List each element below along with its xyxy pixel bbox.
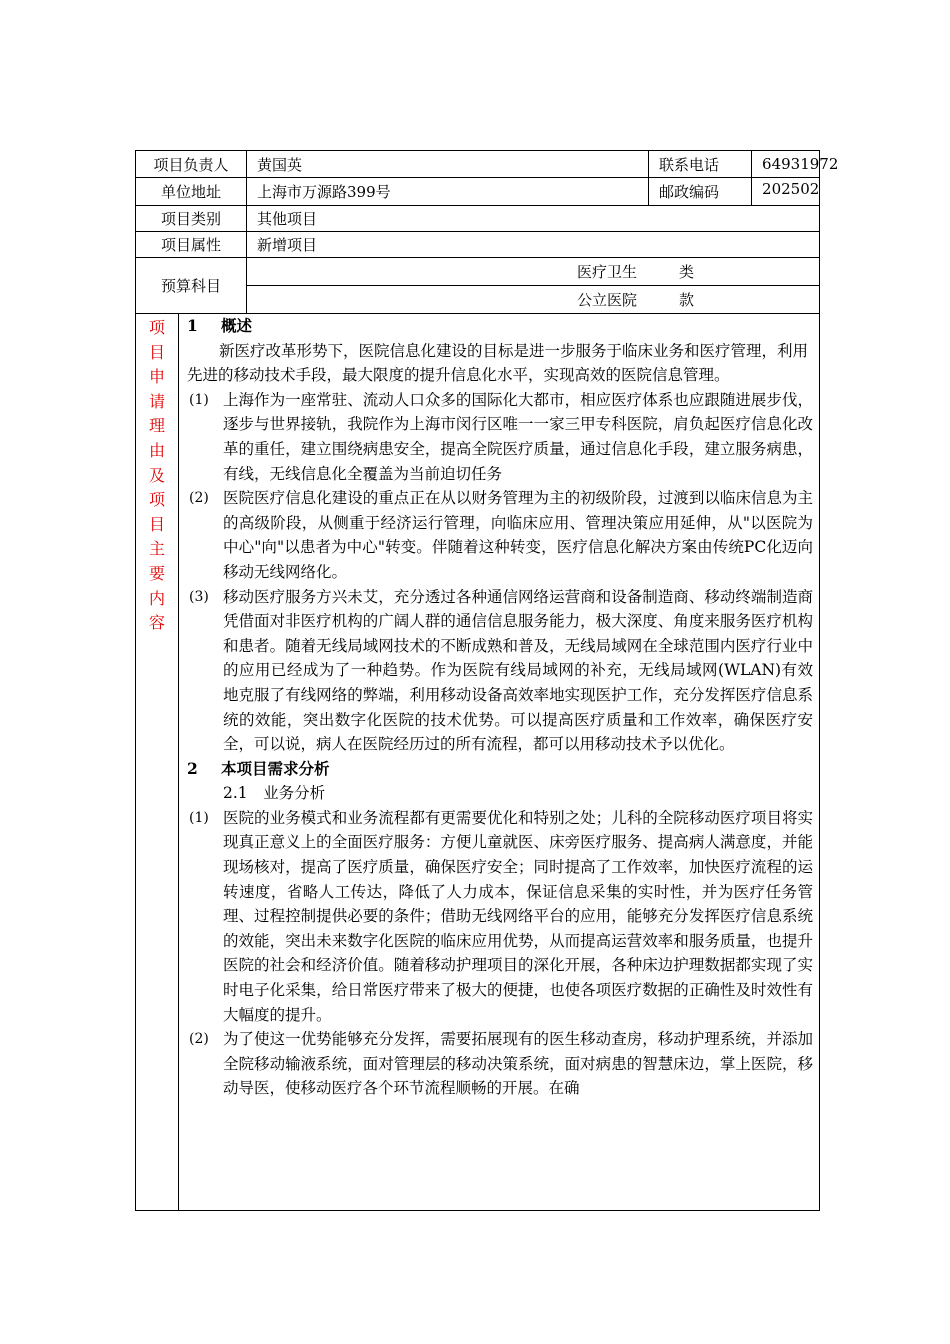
side-title-char: 请 <box>148 391 165 411</box>
list-item-number: (1) <box>189 391 209 408</box>
list-item-text: 移动医疗服务方兴未艾，充分透过各种通信网络运营商和设备制造商、移动终端制造商凭借面对非医疗机构的广阔人群的通信信息服务能力，极大深度、角度来服务医疗机构和患者。随着无线局域网技术的不断成熟和普及，无线局域网在全球范围内医疗行业中的应用已经成为了一种趋势。作为医院有线局域网的补充，无线局域网(WLAN)有效地克服了有线网络的弊端，利用移动设备高效率地实现医护工作，充分发挥医疗信息系统的效能，突出数字化医院的技术优势。可以提高医疗质量和工作效率，确保医疗安全，可以说，病人在医院经历过的所有流程，都可以用移动技术予以优化。 <box>223 587 814 754</box>
side-title-char: 项 <box>148 490 165 510</box>
side-title-char: 由 <box>148 440 165 460</box>
section-1-number: 1 <box>187 316 198 335</box>
row-attribute <box>136 232 820 258</box>
list-item <box>187 486 813 584</box>
list-item <box>187 388 813 486</box>
leader-value: 黄国英 <box>247 151 649 178</box>
phone-value: 64931972 <box>752 151 820 178</box>
address-value: 上海市万源路399号 <box>247 178 649 206</box>
content-body <box>179 314 819 1210</box>
application-form-table <box>135 150 839 1211</box>
side-title-cell <box>136 314 179 1211</box>
row-address <box>136 178 820 206</box>
side-title-char: 目 <box>148 514 165 534</box>
budget-label: 预算科目 <box>136 258 247 314</box>
address-label: 单位地址 <box>136 178 247 206</box>
category-label: 项目类别 <box>136 206 247 232</box>
side-title-char: 要 <box>148 563 165 583</box>
section-2-heading <box>187 757 813 782</box>
budget-line2-unit: 款 <box>679 291 695 309</box>
leader-label: 项目负责人 <box>136 151 247 178</box>
list-item-text: 医院医疗信息化建设的重点正在从以财务管理为主的初级阶段，过渡到以临床信息为主的高级阶段，从侧重于经济运行管理，向临床应用、管理决策应用延伸，从"以医院为中心"向"以患者为中心"转变。伴随着这种转变，医疗信息化解决方案由传统PC化迈向移动无线网络化。 <box>223 489 814 581</box>
budget-line-2 <box>247 286 820 314</box>
attribute-label: 项目属性 <box>136 232 247 258</box>
section-2-number: 2 <box>187 758 198 778</box>
side-title-char: 目 <box>148 342 165 362</box>
row-leader <box>136 151 820 178</box>
postcode-label: 邮政编码 <box>649 178 752 206</box>
row-budget-1 <box>136 258 820 286</box>
section-2-title: 本项目需求分析 <box>221 758 330 778</box>
list-item-number: (2) <box>189 490 209 507</box>
section-1-title: 概述 <box>221 316 253 335</box>
list-item-text: 医院的业务模式和业务流程都有更需要优化和特别之处；儿科的全院移动医疗项目将实现真正意义上的全面医疗服务：方便儿童就医、床旁医疗服务、提高病人满意度，并能现场核对，提高了医疗质量，确保医疗安全；同时提高了工作效率，加快医疗流程的运转速度，省略人工传达，降低了人力成本，保证信息采集的实时性，并为医疗任务管理、过程控制提供必要的条件；借助无线网络平台的应用，能够充分发挥医疗信息系统的效能，突出未来数字化医院的临床应用优势，从而提高运营效率和服务质量，也提升医院的社会和经济价值。随着移动护理项目的深化开展，各种床边护理数据都实现了实时电子化采集，给日常医疗带来了极大的便捷，也使各项医疗数据的正确性及时效性有大幅度的提升。 <box>223 808 814 1024</box>
side-title-char: 申 <box>148 367 165 387</box>
list-item <box>187 1027 813 1101</box>
budget-line2-name: 公立医院 <box>577 291 638 309</box>
side-title-char: 理 <box>148 416 165 436</box>
attribute-value: 新增项目 <box>247 232 820 258</box>
side-title-char: 内 <box>148 588 165 608</box>
side-title <box>136 314 178 1212</box>
list-item-number: (1) <box>189 809 209 826</box>
list-item <box>187 585 813 757</box>
list-item <box>187 806 813 1027</box>
side-title-char: 项 <box>148 318 165 337</box>
row-category <box>136 206 820 232</box>
section-2-1-title: 2.1 业务分析 <box>223 784 326 803</box>
budget-line1-name: 医疗卫生 <box>577 263 638 281</box>
category-value: 其他项目 <box>247 206 820 232</box>
side-title-char: 容 <box>148 613 165 633</box>
budget-line1-unit: 类 <box>679 263 695 281</box>
section-1-heading <box>187 314 813 339</box>
phone-label: 联系电话 <box>649 151 752 178</box>
postcode-value: 202502 <box>752 178 820 206</box>
list-item-text: 上海作为一座常驻、流动人口众多的国际化大都市，相应医疗体系也应跟随进展步伐，逐步与世界接轨，我院作为上海市闵行区唯一一家三甲专科医院，肩负起医疗信息化改革的重任，建立围绕病患安全，提高全院医疗质量，通过信息化手段，建立服务病患，有线，无线信息化全覆盖为当前迫切任务 <box>223 390 814 483</box>
side-title-char: 主 <box>148 539 165 559</box>
list-item-text: 为了使这一优势能够充分发挥，需要拓展现有的医生移动查房，移动护理系统，并添加全院移动输液系统，面对管理层的移动决策系统，面对病患的智慧床边，掌上医院，移动导医，使移动医疗各个环节流程顺畅的开展。在确 <box>223 1030 814 1098</box>
list-item-number: (2) <box>189 1031 209 1048</box>
side-title-char: 及 <box>148 465 165 485</box>
content-cell <box>179 314 820 1211</box>
budget-line-1 <box>247 258 820 286</box>
section-1-intro: 新医疗改革形势下，医院信息化建设的目标是进一步服务于临床业务和医疗管理，利用先进的移动技术手段，最大限度的提升信息化水平，实现高效的医院信息管理。 <box>187 341 809 385</box>
row-content <box>136 314 820 1211</box>
list-item-number: (3) <box>189 588 209 605</box>
